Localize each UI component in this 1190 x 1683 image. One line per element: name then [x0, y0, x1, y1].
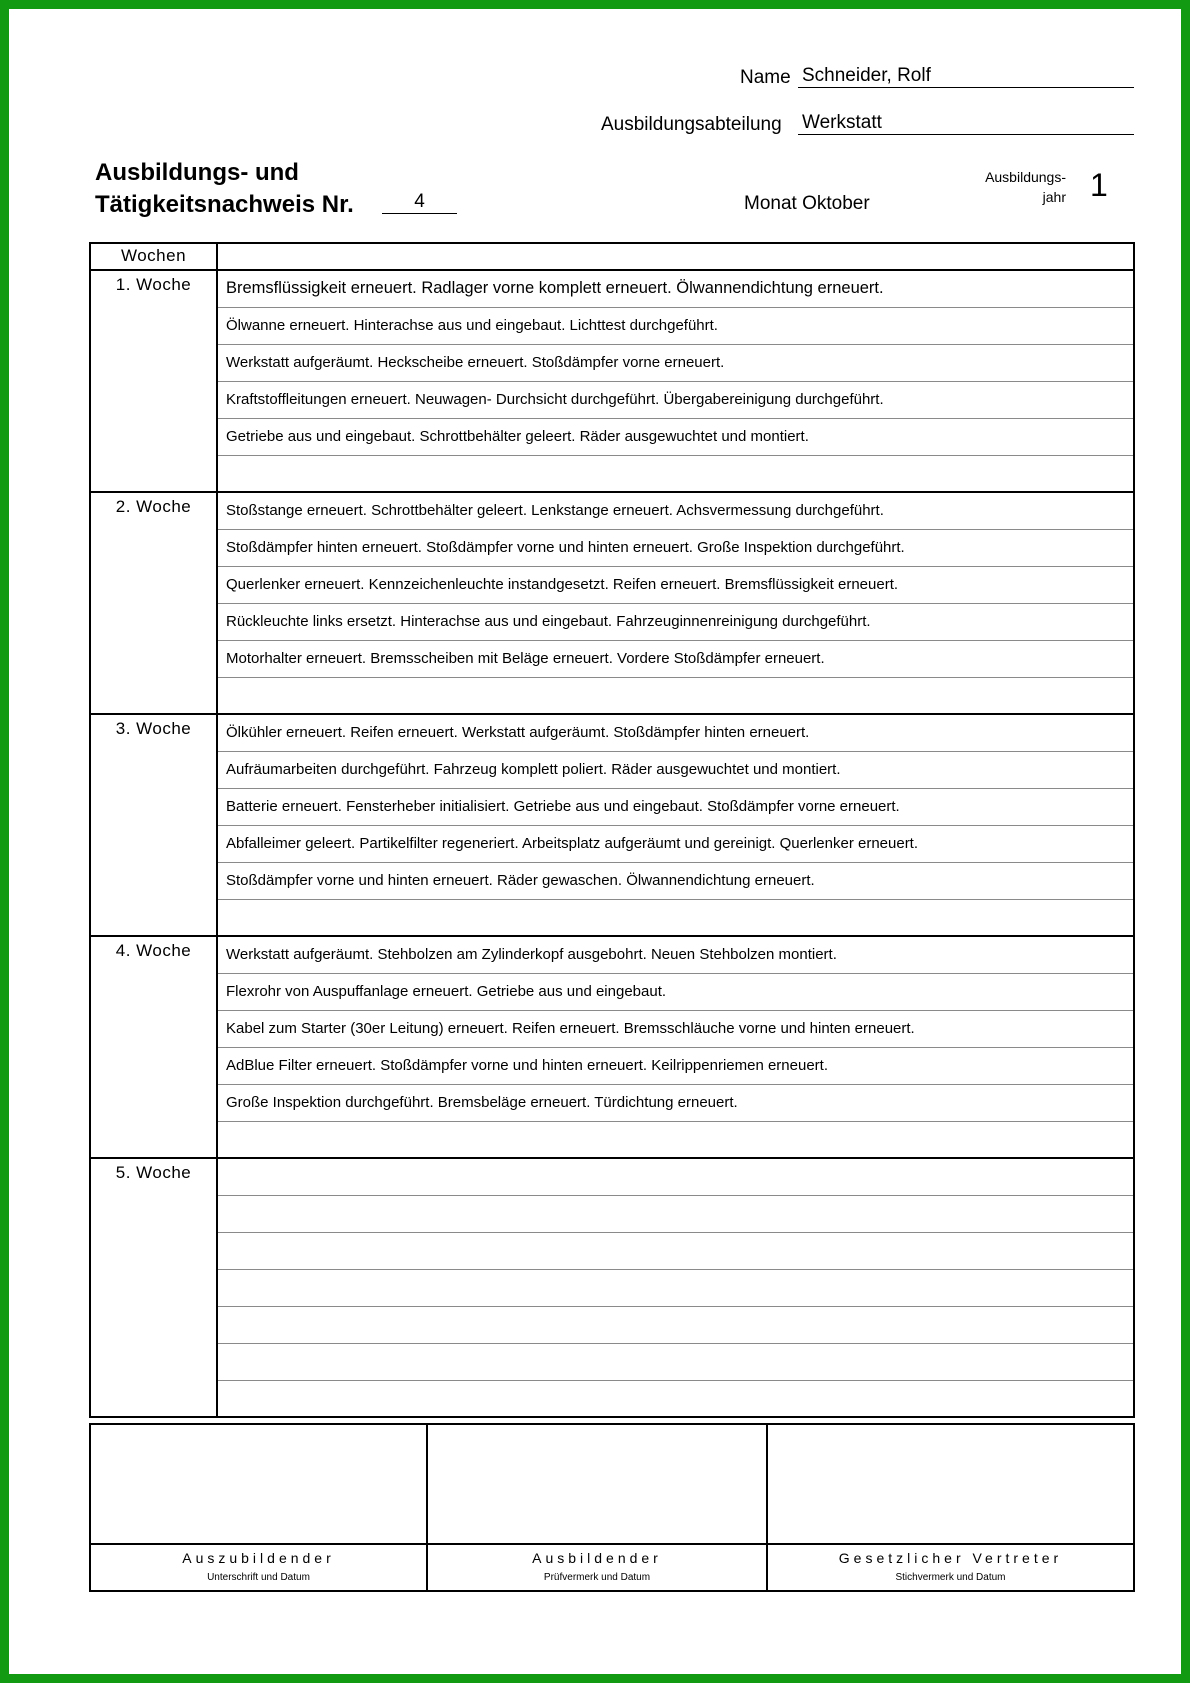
- month-label: Monat Oktober: [744, 193, 870, 214]
- table-row: [90, 270, 1134, 307]
- table-row: [90, 640, 1134, 677]
- year-label-line-1: Ausbildungs-: [985, 169, 1066, 185]
- table-row: [90, 751, 1134, 788]
- activity-entry[interactable]: Kraftstoffleitungen erneuert. Neuwagen- Durchsicht durchgeführt. Übergabereinigung durchgeführt.: [217, 381, 1134, 418]
- table-row: [90, 1084, 1134, 1121]
- table-row: [90, 529, 1134, 566]
- signature-title: Auszubildender: [182, 1550, 335, 1566]
- activity-entry[interactable]: [217, 1232, 1134, 1269]
- activity-entry[interactable]: Stoßdämpfer vorne und hinten erneuert. Räder gewaschen. Ölwannendichtung erneuert.: [217, 862, 1134, 899]
- activity-entry[interactable]: [217, 1306, 1134, 1343]
- activity-entry[interactable]: Motorhalter erneuert. Bremsscheiben mit Beläge erneuert. Vordere Stoßdämpfer erneuert.: [217, 640, 1134, 677]
- activity-entry[interactable]: [217, 899, 1134, 936]
- signature-box-trainee[interactable]: [90, 1424, 427, 1544]
- week-label: 2. Woche: [90, 492, 217, 714]
- activity-entry[interactable]: Batterie erneuert. Fensterheber initialisiert. Getriebe aus und eingebaut. Stoßdämpfer vorne erneuert.: [217, 788, 1134, 825]
- name-label: Name: [740, 67, 791, 88]
- table-row: [90, 603, 1134, 640]
- table-row: [90, 1047, 1134, 1084]
- department-label: Ausbildungsabteilung: [601, 114, 782, 135]
- table-row: [90, 566, 1134, 603]
- activity-entry[interactable]: Werkstatt aufgeräumt. Stehbolzen am Zylinderkopf ausgebohrt. Neuen Stehbolzen montiert.: [217, 936, 1134, 973]
- title-line-1: Ausbildungs- und: [95, 159, 299, 186]
- table-row: [90, 973, 1134, 1010]
- activity-entry[interactable]: Stoßstange erneuert. Schrottbehälter geleert. Lenkstange erneuert. Achsvermessung durchgeführt.: [217, 492, 1134, 529]
- table-row: [90, 1121, 1134, 1158]
- signature-table: [89, 1423, 1135, 1592]
- training-year-value[interactable]: 1: [1090, 167, 1108, 203]
- signature-box-trainer[interactable]: [427, 1424, 767, 1544]
- week-label: 5. Woche: [90, 1158, 217, 1417]
- signature-subtitle: Prüfvermerk und Datum: [543, 1572, 651, 1583]
- weeks-column-header: Wochen: [90, 243, 217, 270]
- activity-entry[interactable]: Ölkühler erneuert. Reifen erneuert. Werkstatt aufgeräumt. Stoßdämpfer hinten erneuert.: [217, 714, 1134, 751]
- table-header-row: [90, 243, 1134, 270]
- signature-label-trainer: [427, 1544, 767, 1591]
- table-row: [90, 307, 1134, 344]
- table-row: [90, 1380, 1134, 1417]
- signature-label-row: [90, 1544, 1134, 1591]
- activity-entry[interactable]: Aufräumarbeiten durchgeführt. Fahrzeug komplett poliert. Räder ausgewuchtet und montiert.: [217, 751, 1134, 788]
- activity-entry[interactable]: Stoßdämpfer hinten erneuert. Stoßdämpfer vorne und hinten erneuert. Große Inspektion durchgeführt.: [217, 529, 1134, 566]
- table-row: [90, 1158, 1134, 1195]
- table-row: [90, 455, 1134, 492]
- week-label: 4. Woche: [90, 936, 217, 1158]
- activity-entry[interactable]: Flexrohr von Auspuffanlage erneuert. Getriebe aus und eingebaut.: [217, 973, 1134, 1010]
- table-row: [90, 862, 1134, 899]
- entries-column-header: [217, 243, 1134, 270]
- activity-entry[interactable]: Bremsflüssigkeit erneuert. Radlager vorne komplett erneuert. Ölwannendichtung erneuert.: [217, 270, 1134, 307]
- table-row: [90, 714, 1134, 751]
- table-row: [90, 936, 1134, 973]
- table-row: [90, 1232, 1134, 1269]
- signature-space-row: [90, 1424, 1134, 1544]
- report-number-field[interactable]: 4: [382, 191, 457, 214]
- activity-entry[interactable]: [217, 677, 1134, 714]
- signature-title: Gesetzlicher Vertreter: [838, 1550, 1063, 1566]
- table-row: [90, 492, 1134, 529]
- activity-entry[interactable]: AdBlue Filter erneuert. Stoßdämpfer vorne und hinten erneuert. Keilrippenriemen erneuert.: [217, 1047, 1134, 1084]
- activity-entry[interactable]: [217, 1380, 1134, 1417]
- activity-entry[interactable]: Getriebe aus und eingebaut. Schrottbehälter geleert. Räder ausgewuchtet und montiert.: [217, 418, 1134, 455]
- activity-entry[interactable]: Abfalleimer geleert. Partikelfilter regeneriert. Arbeitsplatz aufgeräumt und gereinigt. Querlenker erneuert.: [217, 825, 1134, 862]
- table-row: [90, 677, 1134, 714]
- table-row: [90, 418, 1134, 455]
- name-field[interactable]: Schneider, Rolf: [798, 65, 1134, 88]
- table-row: [90, 825, 1134, 862]
- signature-label-guardian: [767, 1544, 1134, 1591]
- page-title: [95, 157, 354, 221]
- title-line-2: Tätigkeitsnachweis Nr.: [95, 191, 354, 218]
- activity-entry[interactable]: Querlenker erneuert. Kennzeichenleuchte instandgesetzt. Reifen erneuert. Bremsflüssigkeit erneuert.: [217, 566, 1134, 603]
- training-year-label: [960, 167, 1066, 207]
- activity-entry[interactable]: [217, 1158, 1134, 1195]
- table-row: [90, 788, 1134, 825]
- activity-table: [89, 242, 1135, 1418]
- activity-entry[interactable]: [217, 1343, 1134, 1380]
- activity-entry[interactable]: [217, 1269, 1134, 1306]
- signature-label-trainee: [90, 1544, 427, 1591]
- year-label-line-2: jahr: [1042, 189, 1066, 205]
- week-label: 3. Woche: [90, 714, 217, 936]
- activity-entry[interactable]: [217, 455, 1134, 492]
- signature-subtitle: Stichvermerk und Datum: [895, 1572, 1006, 1583]
- table-row: [90, 899, 1134, 936]
- table-row: [90, 1010, 1134, 1047]
- table-row: [90, 344, 1134, 381]
- signature-subtitle: Unterschrift und Datum: [207, 1572, 310, 1583]
- week-label: 1. Woche: [90, 270, 217, 492]
- table-row: [90, 381, 1134, 418]
- table-row: [90, 1306, 1134, 1343]
- activity-entry[interactable]: [217, 1121, 1134, 1158]
- activity-entry[interactable]: Werkstatt aufgeräumt. Heckscheibe erneuert. Stoßdämpfer vorne erneuert.: [217, 344, 1134, 381]
- signature-title: Ausbildender: [532, 1550, 662, 1566]
- activity-entry[interactable]: Rückleuchte links ersetzt. Hinterachse aus und eingebaut. Fahrzeuginnenreinigung durchgeführt.: [217, 603, 1134, 640]
- table-row: [90, 1195, 1134, 1232]
- table-row: [90, 1269, 1134, 1306]
- table-row: [90, 1343, 1134, 1380]
- activity-entry[interactable]: Kabel zum Starter (30er Leitung) erneuert. Reifen erneuert. Bremsschläuche vorne und hinten erneuert.: [217, 1010, 1134, 1047]
- activity-entry[interactable]: Große Inspektion durchgeführt. Bremsbeläge erneuert. Türdichtung erneuert.: [217, 1084, 1134, 1121]
- signature-box-guardian[interactable]: [767, 1424, 1134, 1544]
- activity-entry[interactable]: [217, 1195, 1134, 1232]
- activity-entry[interactable]: Ölwanne erneuert. Hinterachse aus und eingebaut. Lichttest durchgeführt.: [217, 307, 1134, 344]
- department-field[interactable]: Werkstatt: [798, 112, 1134, 135]
